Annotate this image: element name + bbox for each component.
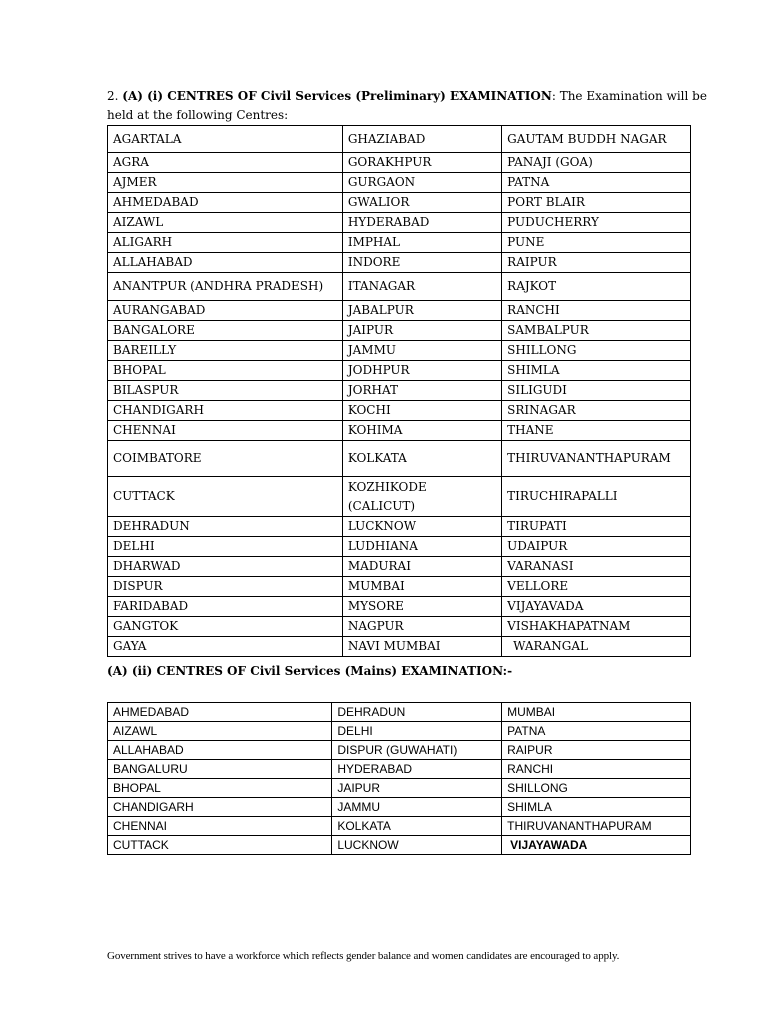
table-cell: RANCHI (502, 301, 691, 321)
table-cell: MADURAI (342, 557, 501, 577)
table-cell: MUMBAI (502, 703, 691, 722)
table-cell: THIRUVANANTHAPURAM (502, 817, 691, 836)
table-row (108, 798, 691, 817)
table-cell: BHOPAL (108, 779, 332, 798)
table-cell: GAYA (108, 637, 343, 657)
table-row (108, 637, 691, 657)
table-row (108, 537, 691, 557)
table-cell: PATNA (502, 173, 691, 193)
table-cell: RAIPUR (502, 741, 691, 760)
table-cell: PORT BLAIR (502, 193, 691, 213)
table-cell: SRINAGAR (502, 401, 691, 421)
table-row (108, 321, 691, 341)
table-row (108, 477, 691, 517)
table-row (108, 441, 691, 477)
table-cell: RANCHI (502, 760, 691, 779)
table-cell: SHILLONG (502, 779, 691, 798)
table-row (108, 836, 691, 855)
table-cell: VARANASI (502, 557, 691, 577)
table-cell: JODHPUR (342, 361, 501, 381)
table-cell: PUNE (502, 233, 691, 253)
table-cell: BANGALURU (108, 760, 332, 779)
table-cell: COIMBATORE (108, 441, 343, 477)
table-cell: TIRUCHIRAPALLI (502, 477, 691, 517)
table-cell: KOZHIKODE (CALICUT) (342, 477, 501, 517)
table-cell: GWALIOR (342, 193, 501, 213)
table-cell: KOCHI (342, 401, 501, 421)
table-row (108, 760, 691, 779)
table-cell: CHENNAI (108, 817, 332, 836)
preliminary-centres-table (107, 125, 691, 657)
table-cell: INDORE (342, 253, 501, 273)
table-cell: AGARTALA (108, 126, 343, 153)
table-cell: JAMMU (342, 341, 501, 361)
table-cell: JAIPUR (342, 321, 501, 341)
table-cell: BHOPAL (108, 361, 343, 381)
table-cell: DHARWAD (108, 557, 343, 577)
table-row (108, 779, 691, 798)
table-cell: SILIGUDI (502, 381, 691, 401)
table-cell: DEHRADUN (332, 703, 502, 722)
intro-rest: : The Examination will be held at the following Centres: (107, 89, 707, 122)
table-cell: PUDUCHERRY (502, 213, 691, 233)
table-cell: AJMER (108, 173, 343, 193)
intro-number: 2. (107, 89, 119, 103)
table-cell: DISPUR (GUWAHATI) (332, 741, 502, 760)
table-cell: ALLAHABAD (108, 741, 332, 760)
table-cell: AGRA (108, 153, 343, 173)
table-row (108, 817, 691, 836)
table-cell: DEHRADUN (108, 517, 343, 537)
table-row (108, 517, 691, 537)
table-cell: BAREILLY (108, 341, 343, 361)
table-cell: SAMBALPUR (502, 321, 691, 341)
table-cell: JAIPUR (332, 779, 502, 798)
table-cell: KOLKATA (332, 817, 502, 836)
table-row (108, 617, 691, 637)
table-cell: MUMBAI (342, 577, 501, 597)
table-cell: VIJAYAVADA (502, 597, 691, 617)
table-row (108, 153, 691, 173)
table-cell: VELLORE (502, 577, 691, 597)
table-cell: CHANDIGARH (108, 798, 332, 817)
table-row (108, 233, 691, 253)
table-cell: GHAZIABAD (342, 126, 501, 153)
table-row (108, 301, 691, 321)
mains-centres-table (107, 702, 691, 855)
table-row (108, 273, 691, 301)
table-cell: KOLKATA (342, 441, 501, 477)
table-cell: JORHAT (342, 381, 501, 401)
table-cell: HYDERABAD (332, 760, 502, 779)
table-cell: MYSORE (342, 597, 501, 617)
table-cell: THIRUVANANTHAPURAM (502, 441, 691, 477)
table-cell: VISHAKHAPATNAM (502, 617, 691, 637)
table-cell: ALIGARH (108, 233, 343, 253)
table-cell: JABALPUR (342, 301, 501, 321)
table-cell: GURGAON (342, 173, 501, 193)
table-row (108, 126, 691, 153)
table-cell: WARANGAL (502, 637, 691, 657)
mains-heading: (A) (ii) CENTRES OF Civil Services (Mains) EXAMINATION:- (107, 664, 513, 678)
table-cell: RAJKOT (502, 273, 691, 301)
table-cell: KOHIMA (342, 421, 501, 441)
table-cell: LUCKNOW (332, 836, 502, 855)
table-cell: ANANTPUR (ANDHRA PRADESH) (108, 273, 343, 301)
table-cell: AIZAWL (108, 213, 343, 233)
preliminary-centres-body (108, 126, 691, 657)
table-row (108, 173, 691, 193)
table-cell: SHILLONG (502, 341, 691, 361)
table-cell: BILASPUR (108, 381, 343, 401)
table-cell: DELHI (332, 722, 502, 741)
table-row (108, 722, 691, 741)
table-row (108, 381, 691, 401)
table-cell: ITANAGAR (342, 273, 501, 301)
table-cell: VIJAYAWADA (502, 836, 691, 855)
table-cell: IMPHAL (342, 233, 501, 253)
table-cell: DISPUR (108, 577, 343, 597)
intro-paragraph (107, 87, 707, 125)
table-row (108, 361, 691, 381)
table-row (108, 421, 691, 441)
table-cell: ALLAHABAD (108, 253, 343, 273)
mains-centres-body (108, 703, 691, 855)
table-cell: AURANGABAD (108, 301, 343, 321)
table-cell: PATNA (502, 722, 691, 741)
intro-heading-bold: (A) (i) CENTRES OF Civil Services (Preliminary) EXAMINATION (122, 89, 552, 103)
table-row (108, 741, 691, 760)
table-cell: PANAJI (GOA) (502, 153, 691, 173)
table-row (108, 401, 691, 421)
table-cell: UDAIPUR (502, 537, 691, 557)
table-cell: SHIMLA (502, 798, 691, 817)
table-cell: JAMMU (332, 798, 502, 817)
table-cell: GAUTAM BUDDH NAGAR (502, 126, 691, 153)
table-cell: GORAKHPUR (342, 153, 501, 173)
table-row (108, 703, 691, 722)
table-cell: LUCKNOW (342, 517, 501, 537)
table-row (108, 577, 691, 597)
table-cell: THANE (502, 421, 691, 441)
table-cell: LUDHIANA (342, 537, 501, 557)
table-cell: TIRUPATI (502, 517, 691, 537)
table-cell: GANGTOK (108, 617, 343, 637)
table-cell: AHMEDABAD (108, 193, 343, 213)
table-row (108, 597, 691, 617)
table-cell: NAGPUR (342, 617, 501, 637)
table-cell: CUTTACK (108, 836, 332, 855)
footer-note: Government strives to have a workforce which reflects gender balance and women candidates are encouraged to apply. (107, 950, 620, 962)
table-row (108, 253, 691, 273)
table-cell: AIZAWL (108, 722, 332, 741)
table-cell: CUTTACK (108, 477, 343, 517)
table-row (108, 213, 691, 233)
table-cell: CHANDIGARH (108, 401, 343, 421)
table-cell: NAVI MUMBAI (342, 637, 501, 657)
table-cell: FARIDABAD (108, 597, 343, 617)
table-row (108, 193, 691, 213)
table-cell: DELHI (108, 537, 343, 557)
table-cell: BANGALORE (108, 321, 343, 341)
table-cell: CHENNAI (108, 421, 343, 441)
table-row (108, 557, 691, 577)
table-row (108, 341, 691, 361)
table-cell: SHIMLA (502, 361, 691, 381)
table-cell: AHMEDABAD (108, 703, 332, 722)
table-cell: RAIPUR (502, 253, 691, 273)
table-cell: HYDERABAD (342, 213, 501, 233)
